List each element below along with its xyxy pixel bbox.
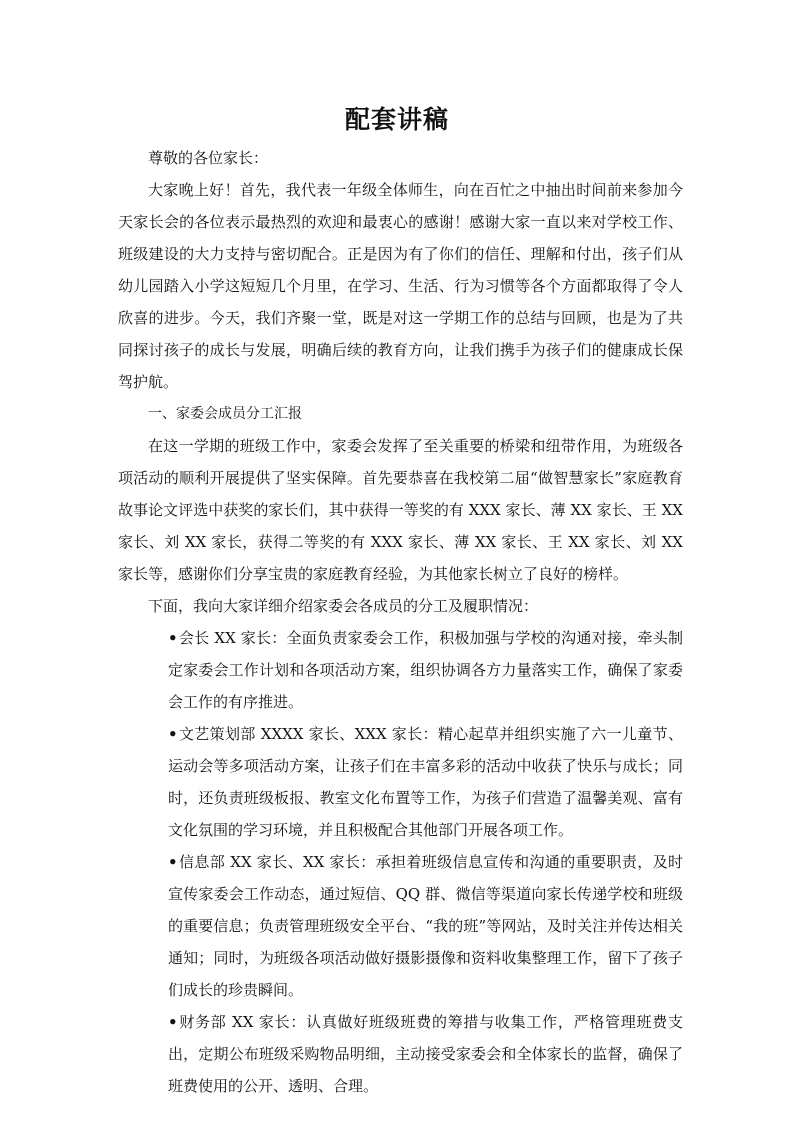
list-item (118, 622, 683, 718)
bullet-icon: • (168, 725, 178, 743)
intro-paragraph: 大家晚上好！首先，我代表一年级全体师生，向在百忙之中抽出时间前来参加今天家长会的各位表示最热烈的欢迎和最衷心的感谢！感谢大家一直以来对学校工作、班级建设的大力支持与密切配合。正是因为有了你们的信任、理解和付出，孩子们从幼儿园踏入小学这短短几个月里，在学习、生活、行为习惯等各个方面都取得了令人欣喜的进步。今天，我们齐聚一堂，既是对这一学期工作的总结与回顾，也是为了共同探讨孩子的成长与发展，明确后续的教育方向，让我们携手为孩子们的健康成长保驾护航。 (118, 181, 683, 391)
bullet-icon: • (168, 1013, 178, 1031)
member-label: 财务部 XX 家长： (178, 1013, 307, 1031)
member-duty: 承担着班级信息宣传和沟通的重要职责，及时宣传家委会工作动态，通过短信、QQ 群、微信等渠道向家长传递学校和班级的重要信息；负责管理班级安全平台、“我的班”等网站，及时关注并传达相关通知；同时，为班级各项活动做好摄影摄像和资料收集整理工作，留下了孩子们成长的珍贵瞬间。 (168, 853, 683, 999)
section-paragraph: 在这一学期的班级工作中，家委会发挥了至关重要的桥梁和纽带作用，为班级各项活动的顺利开展提供了坚实保障。首先要恭喜在我校第二届“做智慧家长”家庭教育故事论文评选中获奖的家长们，其中获得一等奖的有 XXX 家长、薄 XX 家长、王 XX 家长、刘 XX 家长，获得二等奖的有 XXX 家长、薄 XX 家长、王 XX 家长、刘 XX 家长等，感谢你们分享宝贵的家庭教育经验，为其他家长树立了良好的榜样。 (118, 437, 683, 583)
member-label: 会长 XX 家长： (178, 629, 287, 647)
member-duty: 认真做好班级班费的筹措与收集工作，严格管理班费支出，定期公布班级采购物品明细，主动接受家委会和全体家长的监督，确保了班费使用的公开、透明、合理。 (168, 1013, 683, 1095)
list-item (118, 846, 683, 1006)
list-item (118, 718, 683, 846)
bullet-icon: • (168, 629, 178, 647)
member-list (118, 622, 683, 1102)
member-duty: 精心起草并组织实施了六一儿童节、运动会等多项活动方案，让孩子们在丰富多彩的活动中收获了快乐与成长；同时，还负责班级板报、教室文化布置等工作，为孩子们营造了温馨美观、富有文化氛围的学习环境，并且积极配合其他部门开展各项工作。 (168, 725, 683, 839)
list-item (118, 1006, 683, 1102)
section-heading: 一、家委会成员分工汇报 (148, 406, 302, 422)
bullet-icon: • (168, 853, 178, 871)
member-duty: 全面负责家委会工作，积极加强与学校的沟通对接，牵头制定家委会工作计划和各项活动方案，组织协调各方力量落实工作，确保了家委会工作的有序推进。 (168, 629, 683, 711)
member-label: 文艺策划部 XXXX 家长、XXX 家长： (178, 725, 438, 743)
salutation: 尊敬的各位家长： (148, 149, 269, 167)
page-title: 配套讲稿 (344, 105, 449, 134)
document-body (118, 142, 683, 1102)
member-label: 信息部 XX 家长、XX 家长： (178, 853, 376, 871)
list-intro: 下面，我向大家详细介绍家委会各成员的分工及履职情况： (148, 597, 539, 615)
